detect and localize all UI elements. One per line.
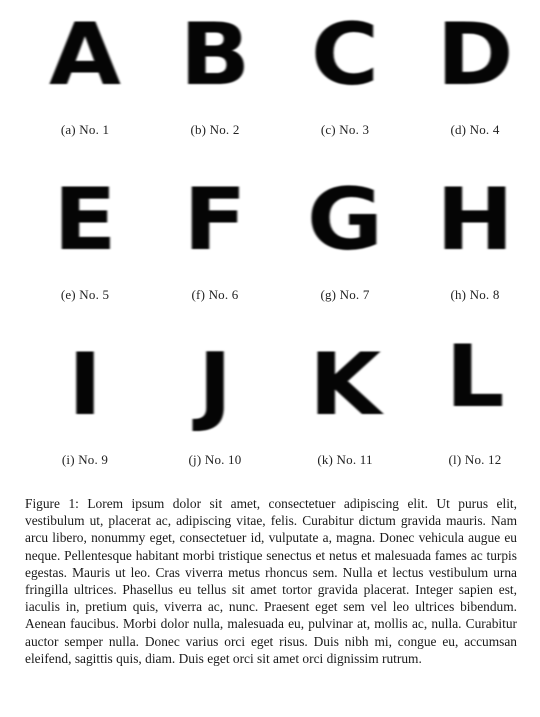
- subfigure-b: [150, 0, 280, 150]
- letter-image-d: D: [436, 5, 514, 105]
- subfigure-caption-c: (c) No. 3: [320, 122, 370, 137]
- subfigure-f: [150, 165, 280, 315]
- figure-caption: Figure 1: Lorem ipsum dolor sit amet, consectetuer adipiscing elit. Ut purus elit, vestibulum ut, placerat ac, adipiscing vitae, felis. Curabitur dictum gravida mauris. Nam arcu libero, nonummy eget, consectetuer id, vulputate a, magna. Donec vehicula augue eu neque. Pellentesque habitant morbi tristique senectus et netus et malesuada fames ac turpis egestas. Mauris ut leo. Cras viverra metus rhoncus sem. Nulla et lectus vestibulum urna fringilla ultrices. Phasellus eu tellus sit amet tortor gravida placerat. Integer sapien est, iaculis in, pretium quis, viverra ac, nunc. Praesent eget sem vel leo ultrices bibendum. Aenean faucibus. Morbi dolor nulla, malesuada eu, pulvinar at, mollis ac, nulla. Curabitur auctor semper nulla. Donec varius orci eget risus. Duis nibh mi, congue eu, accumsan eleifend, sagittis quis, diam. Duis eget orci sit amet orci dignissim rutrum.: [25, 496, 517, 666]
- subfigure-caption-h: (h) No. 8: [450, 287, 500, 302]
- subfigure-caption-j: (j) No. 10: [188, 452, 242, 467]
- subfigure-caption-g: (g) No. 7: [320, 287, 370, 302]
- subfigure-caption-a: (a) No. 1: [60, 122, 110, 137]
- subfigure-caption-l: (l) No. 12: [448, 452, 502, 467]
- subfigure-caption-d: (d) No. 4: [450, 122, 500, 137]
- letter-image-g: G: [306, 170, 384, 270]
- subfigure-g: [280, 165, 410, 315]
- letter-image-f: F: [183, 170, 247, 270]
- subfigure-j: [150, 330, 280, 480]
- letter-image-k: K: [309, 335, 381, 435]
- subfigure-e: [20, 165, 150, 315]
- letter-image-h: H: [436, 170, 514, 270]
- subfigure-h: [410, 165, 540, 315]
- subfigure-a: [20, 0, 150, 150]
- letter-image-e: E: [53, 170, 117, 270]
- subfigure-caption-i: (i) No. 9: [61, 452, 109, 467]
- subfigure-caption-f: (f) No. 6: [191, 287, 239, 302]
- subfigure-caption-e: (e) No. 5: [60, 287, 110, 302]
- letter-image-b: B: [179, 5, 251, 105]
- subfigure-i: [20, 330, 150, 480]
- subfigure-d: [410, 0, 540, 150]
- subfigure-k: [280, 330, 410, 480]
- subfigure-l: [410, 327, 540, 480]
- subfigure-caption-b: (b) No. 2: [190, 122, 240, 137]
- subfigure-c: [280, 0, 410, 150]
- letter-image-l: L: [445, 327, 505, 427]
- letter-image-a: A: [49, 5, 121, 105]
- subfigure-caption-k: (k) No. 11: [317, 452, 373, 467]
- letter-image-c: C: [310, 5, 380, 105]
- letter-image-i: I: [67, 335, 103, 435]
- letter-image-j: J: [197, 335, 233, 435]
